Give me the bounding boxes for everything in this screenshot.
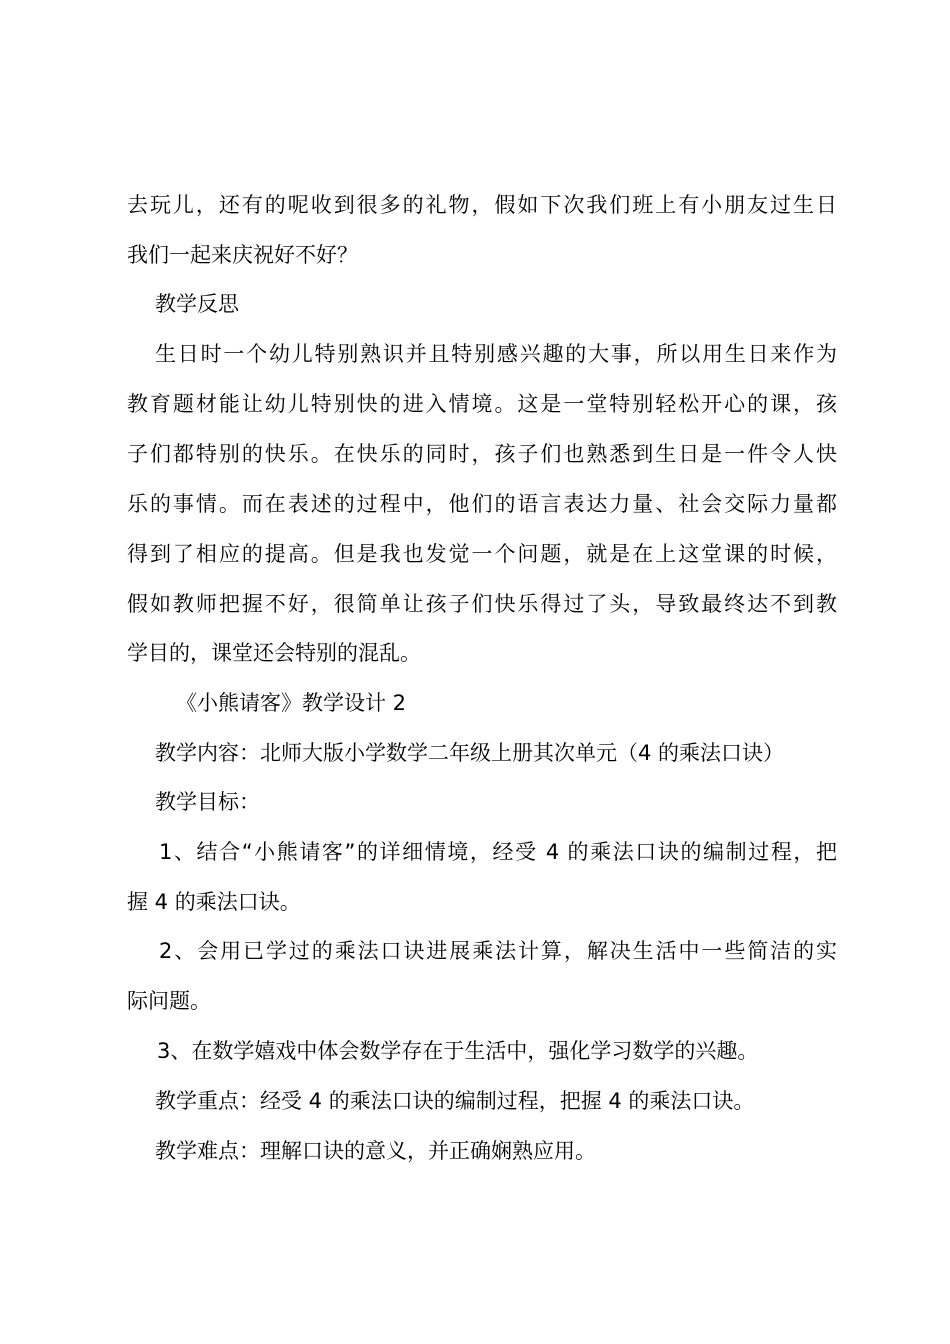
paragraph-line-10: 学目的，课堂还会特别的混乱。 (127, 641, 421, 665)
paragraph-line-7: 乐的事情。而在表述的过程中，他们的语言表达力量、社会交际力量都 (127, 492, 837, 516)
paragraph-line-4: 生日时一个幼儿特别熟识并且特别感兴趣的大事，所以用生日来作为 (155, 342, 837, 366)
goal-1-line-1: 1、结合“小熊请客”的详细情境，经受 4 的乘法口诀的编制过程，把 (159, 840, 837, 864)
teaching-content: 教学内容：北师大版小学数学二年级上册其次单元（4 的乘法口诀） (155, 741, 785, 765)
paragraph-line-8: 得到了相应的提高。但是我也发觉一个问题，就是在上这堂课的时候， (127, 542, 837, 566)
goal-1-line-2: 握 4 的乘法口诀。 (127, 890, 301, 914)
paragraph-line-6: 子们都特别的快乐。在快乐的同时，孩子们也熟悉到生日是一件令人快 (127, 442, 837, 466)
paragraph-line-1: 去玩儿，还有的呢收到很多的礼物，假如下次我们班上有小朋友过生日 (127, 193, 837, 217)
goal-2-line-2: 际问题。 (127, 989, 211, 1013)
heading-teaching-reflection: 教学反思 (155, 292, 239, 316)
goal-3: 3、在数学嬉戏中体会数学存在于生活中，强化学习数学的兴趣。 (157, 1039, 759, 1063)
paragraph-line-9: 假如教师把握不好，很简单让孩子们快乐得过了头，导致最终达不到教 (127, 592, 837, 616)
teaching-key-point: 教学重点：经受 4 的乘法口诀的编制过程，把握 4 的乘法口诀。 (155, 1089, 755, 1113)
goal-2-line-1: 2、会用已学过的乘法口诀进展乘法计算，解决生活中一些简洁的实 (159, 939, 837, 963)
section-title: 《小熊请客》教学设计 2 (176, 691, 407, 715)
teaching-difficulty: 教学难点：理解口诀的意义，并正确娴熟应用。 (155, 1139, 596, 1163)
paragraph-line-2: 我们一起来庆祝好不好？ (127, 243, 358, 267)
paragraph-line-5: 教育题材能让幼儿特别快的进入情境。这是一堂特别轻松开心的课，孩 (127, 392, 837, 416)
teaching-goals-heading: 教学目标： (155, 790, 260, 814)
